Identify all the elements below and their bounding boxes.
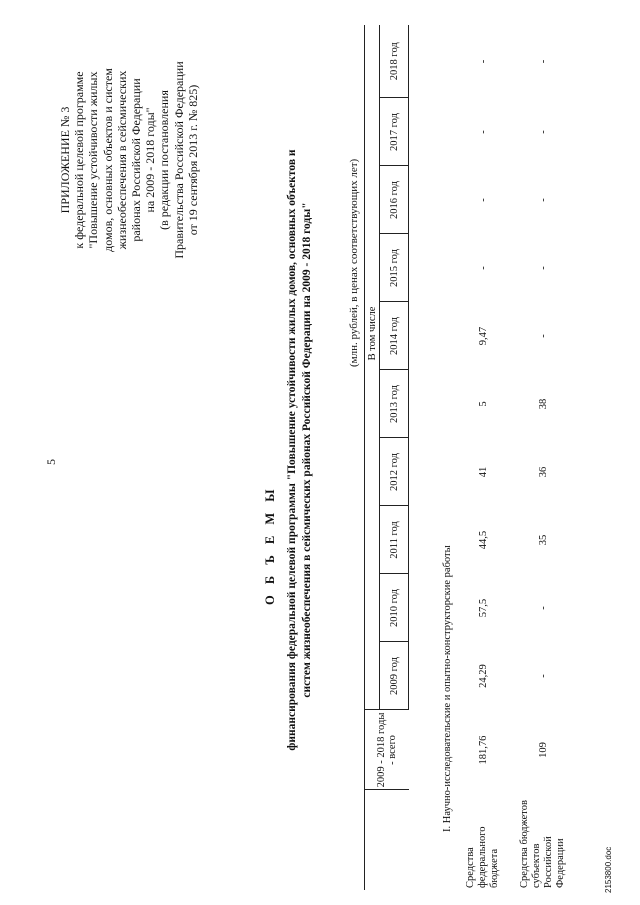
row-label: Средства бюджетов субъектов Российской Федерации xyxy=(519,800,566,888)
cell-value: - xyxy=(477,266,489,270)
cell-value: 38 xyxy=(537,398,549,410)
year-header: 2017 год xyxy=(380,98,409,166)
cell-value: 181,76 xyxy=(477,735,489,765)
cell-value: - xyxy=(537,674,549,678)
table-row xyxy=(513,25,573,890)
appendix-line: жизнеобеспечения в сейсмических xyxy=(114,70,129,250)
appendix-line: "Повышение устойчивости жилых xyxy=(86,71,101,249)
cell-value: 57,5 xyxy=(477,598,489,618)
appendix-line: к федеральной целевой программе xyxy=(72,71,87,249)
section-row xyxy=(409,25,454,890)
cell-value: 109 xyxy=(537,742,549,758)
cell-value: - xyxy=(537,59,549,64)
total-header: 2009 - 2018 годы - всего xyxy=(365,710,409,790)
appendix-heading xyxy=(58,20,200,300)
appendix-line: домов, основных объектов и систем xyxy=(100,68,115,252)
year-header: 2009 год xyxy=(380,642,409,710)
cell-value: - xyxy=(537,266,549,270)
year-header: 2010 год xyxy=(380,574,409,642)
subtitle-line-1: финансирования федеральной целевой программы "Повышение устойчивости жилых домов, основных объектов и xyxy=(286,149,298,751)
cell-value: - xyxy=(537,334,549,338)
cell-value: 36 xyxy=(537,466,549,478)
appendix-line: Правительства Российской Федерации xyxy=(171,61,186,259)
cell-value: - xyxy=(537,198,549,202)
cell-value: - xyxy=(537,130,549,134)
cell-value: 9,47 xyxy=(477,326,489,346)
appendix-line: ПРИЛОЖЕНИЕ № 3 xyxy=(58,106,72,214)
cell-value: 35 xyxy=(537,534,549,546)
page-number: 5 xyxy=(44,459,58,465)
document-title: О Б Ъ Е М Ы xyxy=(263,485,277,605)
cell-value: 41 xyxy=(477,466,489,478)
table-row xyxy=(453,25,513,890)
appendix-line: на 2009 - 2018 годы" xyxy=(143,107,158,213)
appendix-line: от 19 сентября 2013 г. № 825) xyxy=(185,84,200,236)
section-title: I. Научно-исследовательские и опытно-конструкторские работы xyxy=(442,545,453,832)
incl-header-pad xyxy=(365,642,380,710)
year-header: 2013 год xyxy=(380,370,409,438)
cell-value: 44,5 xyxy=(477,530,489,550)
document-subtitle xyxy=(285,25,315,875)
year-header: 2015 год xyxy=(380,234,409,302)
cell-value: - xyxy=(537,606,549,610)
document-reference: 2153800.doc xyxy=(604,846,613,893)
appendix-line: (в редакции постановления xyxy=(157,90,172,230)
year-header: 2012 год xyxy=(380,438,409,506)
year-header: 2011 год xyxy=(380,506,409,574)
year-header: 2014 год xyxy=(380,302,409,370)
cell-value: - xyxy=(477,59,489,64)
year-header: 2016 год xyxy=(380,166,409,234)
appendix-line: районах Российской Федерации xyxy=(129,78,144,242)
row-label: Средства федерального бюджета xyxy=(465,826,500,888)
incl-header: В том числе xyxy=(365,25,380,642)
subtitle-line-2: систем жизнеобеспечения в сейсмических районах Российской Федерации на 2009 - 2018 годы" xyxy=(301,202,313,698)
cell-value: - xyxy=(477,198,489,202)
cell-value: - xyxy=(477,130,489,134)
units-note: (млн. рублей, в ценах соответствующих лет) xyxy=(348,158,360,367)
financing-table xyxy=(364,25,573,890)
cell-value: 24,29 xyxy=(477,664,489,688)
cell-value: 5 xyxy=(477,401,489,407)
label-header xyxy=(365,790,409,890)
year-header: 2018 год xyxy=(380,25,409,98)
